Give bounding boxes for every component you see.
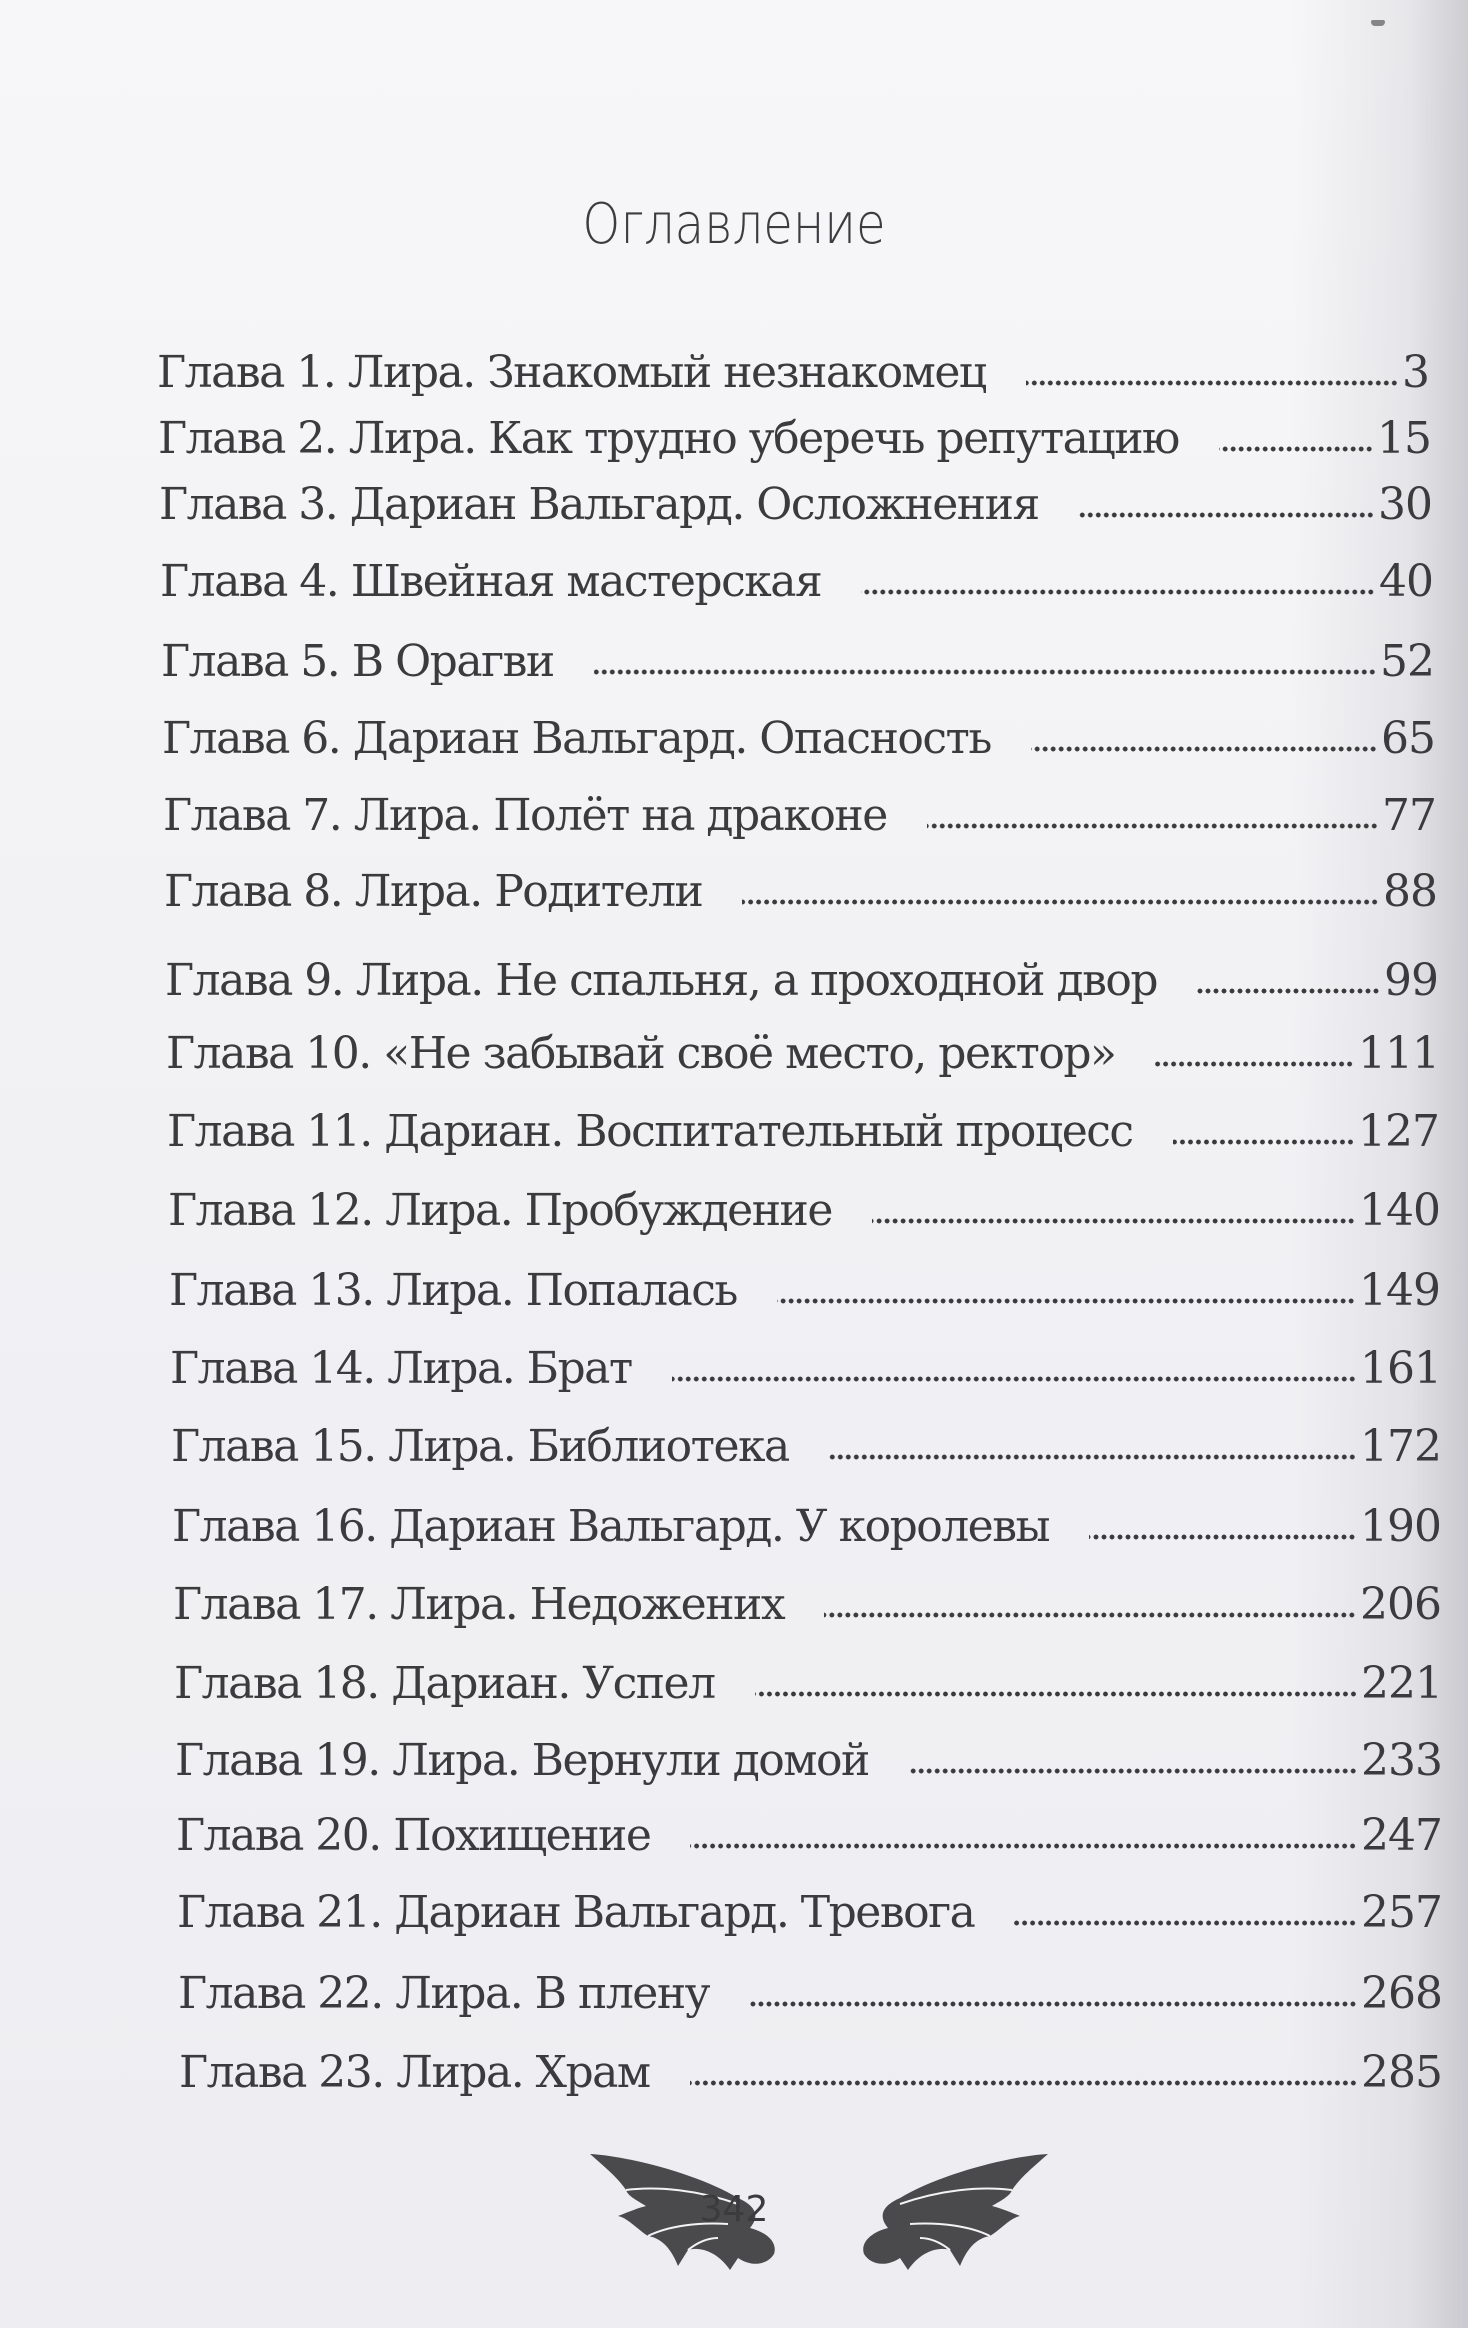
toc-entry-page: 15 — [1377, 413, 1431, 464]
toc-entry-label: Глава 14. Лира. Брат — [170, 1343, 632, 1394]
toc-entry[interactable] — [166, 1024, 1439, 1084]
dot-leader — [777, 1297, 1355, 1305]
toc-entry[interactable] — [165, 951, 1438, 1011]
toc-entry[interactable] — [157, 343, 1429, 403]
toc-entry[interactable] — [159, 475, 1432, 535]
dot-leader — [1155, 1060, 1354, 1068]
toc-entry-label: Глава 10. «Не забывай своё место, ректор» — [166, 1028, 1116, 1079]
toc-entry-page: 52 — [1380, 636, 1434, 687]
toc-entry[interactable] — [158, 409, 1431, 469]
toc-entry-label: Глава 16. Дариан Вальгард. У королевы — [172, 1501, 1050, 1552]
dot-leader — [742, 898, 1379, 906]
toc-entry-page: 257 — [1361, 1887, 1442, 1938]
toc-entry[interactable] — [162, 709, 1435, 769]
toc-entry-label: Глава 13. Лира. Попалась — [169, 1265, 737, 1316]
toc-entry[interactable] — [169, 1261, 1440, 1321]
toc-entry-label: Глава 8. Лира. Родители — [164, 866, 703, 917]
page-number: 342 — [699, 2189, 769, 2230]
dot-leader — [755, 1690, 1357, 1698]
toc-entry[interactable] — [167, 1102, 1439, 1162]
dot-leader — [861, 588, 1375, 596]
dot-leader — [749, 2000, 1357, 2008]
toc-entry-label: Глава 19. Лира. Вернули домой — [175, 1735, 869, 1786]
toc-entry-label: Глава 18. Дариан. Успел — [174, 1658, 715, 1709]
toc-entry-label: Глава 17. Лира. Недожених — [173, 1579, 785, 1630]
toc-entry-label: Глава 21. Дариан Вальгард. Тревога — [177, 1887, 975, 1938]
dot-leader — [824, 1611, 1356, 1619]
toc-entry-label: Глава 1. Лира. Знакомый незнакомец — [157, 347, 986, 398]
toc-entry-label: Глава 15. Лира. Библиотека — [171, 1421, 789, 1472]
toc-entry-label: Глава 5. В Орагви — [161, 636, 554, 687]
dot-leader — [1173, 1138, 1354, 1146]
dot-leader — [690, 1842, 1357, 1850]
dot-leader — [690, 2079, 1357, 2087]
toc-entry-label: Глава 9. Лира. Не спальня, а проходной двор — [165, 955, 1157, 1006]
toc-entry-page: 172 — [1360, 1421, 1441, 1472]
toc-entry-page: 285 — [1361, 2047, 1442, 2098]
toc-entry-page: 3 — [1402, 347, 1429, 398]
dot-leader — [909, 1767, 1357, 1775]
toc-entry-page: 149 — [1359, 1265, 1440, 1316]
toc-entry[interactable] — [178, 1964, 1442, 2024]
dot-leader — [927, 822, 1378, 830]
toc-entry-page: 206 — [1360, 1579, 1441, 1630]
toc-entry-page: 99 — [1384, 955, 1438, 1006]
toc-entry[interactable] — [171, 1417, 1441, 1477]
toc-entry[interactable] — [161, 632, 1434, 692]
toc-entry[interactable] — [170, 1339, 1441, 1399]
toc-entry-label: Глава 11. Дариан. Воспитательный процесс — [167, 1106, 1133, 1157]
toc-entry-page: 88 — [1383, 866, 1437, 917]
toc-entry-label: Глава 22. Лира. В плену — [178, 1968, 710, 2019]
toc-entry[interactable] — [164, 862, 1437, 922]
toc-entry[interactable] — [174, 1654, 1442, 1714]
toc-entry[interactable] — [179, 2043, 1442, 2103]
dot-leader — [1197, 987, 1380, 995]
toc-entry-page: 268 — [1361, 1968, 1442, 2019]
bat-wing-right-icon — [855, 2146, 1050, 2276]
dot-leader — [1219, 445, 1373, 453]
dot-leader — [672, 1375, 1356, 1383]
page-title: Оглавление — [582, 192, 886, 257]
toc-entry-page: 30 — [1378, 479, 1432, 530]
toc-entry-label: Глава 3. Дариан Вальгард. Осложнения — [159, 479, 1039, 530]
toc-entry-page: 221 — [1361, 1658, 1442, 1709]
toc-entry-page: 161 — [1360, 1343, 1441, 1394]
toc-entry-page: 65 — [1381, 713, 1435, 764]
toc-entry[interactable] — [175, 1731, 1442, 1791]
toc-entry-page: 77 — [1382, 790, 1436, 841]
toc-entry-label: Глава 2. Лира. Как трудно уберечь репутацию — [158, 413, 1179, 464]
toc-entry[interactable] — [168, 1181, 1440, 1241]
toc-entry-label: Глава 7. Лира. Полёт на драконе — [163, 790, 887, 841]
toc-entry-page: 140 — [1359, 1185, 1440, 1236]
toc-entry-page: 233 — [1361, 1735, 1442, 1786]
dot-leader — [829, 1453, 1356, 1461]
toc-entry[interactable] — [160, 552, 1433, 612]
dot-leader — [1079, 511, 1374, 519]
toc-entry-label: Глава 20. Похищение — [176, 1810, 651, 1861]
toc-entry-label: Глава 4. Швейная мастерская — [160, 556, 822, 607]
dot-leader — [1031, 745, 1377, 753]
dot-leader — [1014, 1919, 1357, 1927]
toc-entry-page: 111 — [1358, 1028, 1439, 1079]
toc-entry[interactable] — [173, 1575, 1441, 1635]
dot-leader — [1089, 1533, 1356, 1541]
toc-entry-page: 40 — [1379, 556, 1433, 607]
toc-entry-page: 127 — [1358, 1106, 1439, 1157]
toc-entry-page: 247 — [1361, 1810, 1442, 1861]
toc-entry-label: Глава 23. Лира. Храм — [179, 2047, 650, 2098]
toc-entry[interactable] — [177, 1883, 1442, 1943]
toc-entry[interactable] — [172, 1497, 1441, 1557]
dot-leader — [594, 668, 1376, 676]
toc-entry[interactable] — [176, 1806, 1442, 1866]
toc-entry-label: Глава 6. Дариан Вальгард. Опасность — [162, 713, 991, 764]
toc-entry-label: Глава 12. Лира. Пробуждение — [168, 1185, 832, 1236]
toc-entry[interactable] — [163, 786, 1436, 846]
toc-entry-page: 190 — [1360, 1501, 1441, 1552]
dot-leader — [1026, 379, 1398, 387]
dot-leader — [872, 1217, 1355, 1225]
